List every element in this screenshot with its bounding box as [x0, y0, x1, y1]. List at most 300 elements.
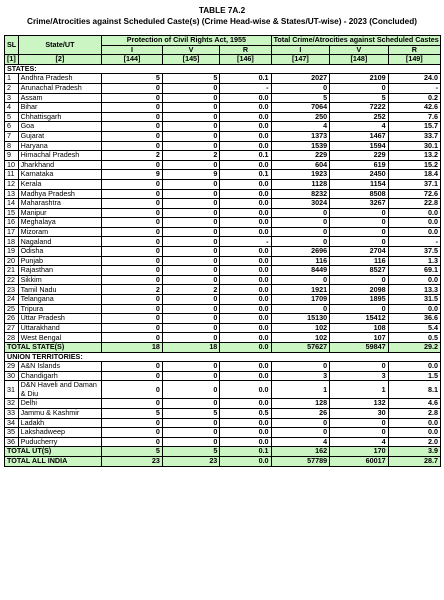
- state-name-cell: Goa: [18, 122, 102, 132]
- value-cell: -: [220, 237, 271, 247]
- value-cell: 13.3: [388, 285, 440, 295]
- value-cell: 0: [271, 275, 330, 285]
- value-cell: 8.1: [388, 381, 440, 399]
- value-cell: 0: [162, 122, 219, 132]
- value-cell: 30: [330, 408, 389, 418]
- state-name-cell: Bihar: [18, 103, 102, 113]
- sl-cell: 24: [5, 295, 19, 305]
- value-cell: 15.7: [388, 122, 440, 132]
- value-cell: 13.2: [388, 151, 440, 161]
- sl-cell: 11: [5, 170, 19, 180]
- table-row: [5, 83, 441, 93]
- value-cell: 0: [102, 362, 163, 372]
- value-cell: 0.0: [220, 189, 271, 199]
- value-cell: 0: [162, 381, 219, 399]
- value-cell: 0.0: [388, 362, 440, 372]
- value-cell: 5.4: [388, 323, 440, 333]
- colnum: [2]: [18, 55, 102, 65]
- sl-cell: 12: [5, 179, 19, 189]
- value-cell: 0: [162, 304, 219, 314]
- state-name-cell: Uttarakhand: [18, 323, 102, 333]
- state-name-cell: West Bengal: [18, 333, 102, 343]
- value-cell: 2: [162, 285, 219, 295]
- value-cell: 26: [271, 408, 330, 418]
- value-cell: 8508: [330, 189, 389, 199]
- value-cell: 0.0: [388, 218, 440, 228]
- value-cell: 0.2: [388, 93, 440, 103]
- value-cell: 1154: [330, 179, 389, 189]
- value-cell: 0.0: [220, 295, 271, 305]
- value-cell: 0: [162, 83, 219, 93]
- header-pcr-act: Protection of Civil Rights Act, 1955: [102, 36, 271, 46]
- value-cell: 3: [271, 371, 330, 381]
- table-row: [5, 304, 441, 314]
- value-cell: 1467: [330, 131, 389, 141]
- section-states: [5, 64, 441, 74]
- value-cell: 37.1: [388, 179, 440, 189]
- total-value-cell: 18: [162, 343, 219, 353]
- total-value-cell: 0.0: [220, 343, 271, 353]
- value-cell: 0: [102, 371, 163, 381]
- sl-cell: 13: [5, 189, 19, 199]
- value-cell: 4: [330, 437, 389, 447]
- value-cell: 2696: [271, 247, 330, 257]
- value-cell: 0.0: [220, 93, 271, 103]
- value-cell: 72.6: [388, 189, 440, 199]
- value-cell: 15.2: [388, 160, 440, 170]
- value-cell: 1: [271, 381, 330, 399]
- table-subtitle: Crime/Atrocities against Scheduled Caste(s) (Crime Head-wise & States/UT-wise) - 2023 (Concluded): [27, 17, 417, 26]
- value-cell: 0.0: [220, 275, 271, 285]
- total-value-cell: 0.0: [220, 456, 271, 466]
- total-value-cell: 5: [102, 447, 163, 457]
- sl-cell: 2: [5, 83, 19, 93]
- table-row: [5, 112, 441, 122]
- value-cell: 0: [102, 112, 163, 122]
- state-name-cell: Telangana: [18, 295, 102, 305]
- value-cell: 18.4: [388, 170, 440, 180]
- value-cell: 2450: [330, 170, 389, 180]
- value-cell: 0.0: [388, 418, 440, 428]
- total-value-cell: 29.2: [388, 343, 440, 353]
- value-cell: 5: [330, 93, 389, 103]
- sl-cell: 9: [5, 151, 19, 161]
- value-cell: 3: [330, 371, 389, 381]
- value-cell: 1594: [330, 141, 389, 151]
- value-cell: 0: [271, 218, 330, 228]
- value-cell: 0.0: [388, 304, 440, 314]
- sl-cell: 28: [5, 333, 19, 343]
- value-cell: 1.5: [388, 371, 440, 381]
- sl-cell: 20: [5, 256, 19, 266]
- value-cell: 0: [162, 266, 219, 276]
- sl-cell: 7: [5, 131, 19, 141]
- sl-cell: 22: [5, 275, 19, 285]
- value-cell: 42.6: [388, 103, 440, 113]
- column-number-row: [5, 55, 441, 65]
- value-cell: 36.6: [388, 314, 440, 324]
- value-cell: 0.0: [220, 208, 271, 218]
- value-cell: 1: [330, 381, 389, 399]
- total-value-cell: 28.7: [388, 456, 440, 466]
- value-cell: 102: [271, 323, 330, 333]
- value-cell: 0.0: [220, 112, 271, 122]
- sl-cell: 25: [5, 304, 19, 314]
- value-cell: 102: [271, 333, 330, 343]
- value-cell: 0: [271, 227, 330, 237]
- value-cell: 8232: [271, 189, 330, 199]
- table-title: TABLE 7A.2: [198, 6, 246, 15]
- value-cell: 0.1: [220, 151, 271, 161]
- sl-cell: 31: [5, 381, 19, 399]
- value-cell: 0: [102, 428, 163, 438]
- value-cell: 2: [102, 151, 163, 161]
- table-row: [5, 237, 441, 247]
- sl-cell: 4: [5, 103, 19, 113]
- table-row: [5, 160, 441, 170]
- state-name-cell: Sikkim: [18, 275, 102, 285]
- value-cell: 1128: [271, 179, 330, 189]
- value-cell: 1539: [271, 141, 330, 151]
- value-cell: 4: [271, 122, 330, 132]
- value-cell: 0.0: [220, 227, 271, 237]
- value-cell: 0: [162, 103, 219, 113]
- value-cell: 0.0: [220, 247, 271, 257]
- value-cell: 0.0: [220, 131, 271, 141]
- value-cell: 5: [162, 74, 219, 84]
- header-state: State/UT: [18, 36, 102, 55]
- value-cell: 0.0: [220, 437, 271, 447]
- header-sl: SL: [5, 36, 19, 55]
- table-row: [5, 141, 441, 151]
- value-cell: 0: [162, 131, 219, 141]
- table-row: [5, 179, 441, 189]
- state-name-cell: Nagaland: [18, 237, 102, 247]
- value-cell: 2027: [271, 74, 330, 84]
- total-label: TOTAL ALL INDIA: [5, 456, 102, 466]
- sl-cell: 26: [5, 314, 19, 324]
- value-cell: 0: [102, 275, 163, 285]
- value-cell: 0: [162, 93, 219, 103]
- table-row: [5, 189, 441, 199]
- state-name-cell: Delhi: [18, 399, 102, 409]
- table-row: [5, 408, 441, 418]
- table-row: [5, 266, 441, 276]
- value-cell: 0: [102, 304, 163, 314]
- subheader-v: V: [162, 45, 219, 55]
- sl-cell: 30: [5, 371, 19, 381]
- value-cell: 24.0: [388, 74, 440, 84]
- value-cell: 0: [162, 362, 219, 372]
- value-cell: 0: [102, 237, 163, 247]
- value-cell: 108: [330, 323, 389, 333]
- value-cell: 0: [102, 227, 163, 237]
- value-cell: 9: [162, 170, 219, 180]
- value-cell: 604: [271, 160, 330, 170]
- value-cell: 0: [102, 189, 163, 199]
- value-cell: 0: [162, 399, 219, 409]
- table-row: [5, 103, 441, 113]
- value-cell: 0.1: [220, 74, 271, 84]
- table-row: [5, 333, 441, 343]
- value-cell: 0: [102, 399, 163, 409]
- subheader-i: I: [271, 45, 330, 55]
- value-cell: 0.0: [388, 227, 440, 237]
- value-cell: 30.1: [388, 141, 440, 151]
- sl-cell: 6: [5, 122, 19, 132]
- value-cell: 69.1: [388, 266, 440, 276]
- value-cell: 0: [102, 333, 163, 343]
- state-name-cell: Mizoram: [18, 227, 102, 237]
- value-cell: 15412: [330, 314, 389, 324]
- section-label: STATES:: [5, 64, 441, 74]
- total-value-cell: 170: [330, 447, 389, 457]
- value-cell: 0: [162, 247, 219, 257]
- value-cell: 5: [271, 93, 330, 103]
- value-cell: 0: [162, 333, 219, 343]
- value-cell: 33.7: [388, 131, 440, 141]
- value-cell: 0: [271, 83, 330, 93]
- value-cell: -: [388, 237, 440, 247]
- sl-cell: 29: [5, 362, 19, 372]
- header-row: [5, 36, 441, 46]
- state-name-cell: Madhya Pradesh: [18, 189, 102, 199]
- sl-cell: 15: [5, 208, 19, 218]
- value-cell: 0: [271, 362, 330, 372]
- state-name-cell: Maharashtra: [18, 199, 102, 209]
- value-cell: 31.5: [388, 295, 440, 305]
- header-total-crime: Total Crime/Atrocities against Scheduled Castes: [271, 36, 440, 46]
- sl-cell: 1: [5, 74, 19, 84]
- state-name-cell: Rajasthan: [18, 266, 102, 276]
- value-cell: 0: [162, 256, 219, 266]
- value-cell: 0: [102, 103, 163, 113]
- table-row: [5, 437, 441, 447]
- value-cell: 619: [330, 160, 389, 170]
- sl-cell: 18: [5, 237, 19, 247]
- state-name-cell: Karnataka: [18, 170, 102, 180]
- value-cell: 15130: [271, 314, 330, 324]
- state-name-cell: Assam: [18, 93, 102, 103]
- value-cell: 0: [162, 227, 219, 237]
- value-cell: 4.6: [388, 399, 440, 409]
- table-row: [5, 418, 441, 428]
- value-cell: 0: [102, 218, 163, 228]
- table-row: [5, 314, 441, 324]
- value-cell: 0.0: [220, 266, 271, 276]
- value-cell: 0.0: [220, 285, 271, 295]
- state-name-cell: Ladakh: [18, 418, 102, 428]
- value-cell: 1373: [271, 131, 330, 141]
- value-cell: 252: [330, 112, 389, 122]
- subheader-r: R: [220, 45, 271, 55]
- value-cell: 0: [271, 304, 330, 314]
- state-name-cell: A&N Islands: [18, 362, 102, 372]
- state-name-cell: D&N Haveli and Daman & Diu: [18, 381, 102, 399]
- value-cell: 0: [330, 237, 389, 247]
- colnum: [149]: [388, 55, 440, 65]
- state-name-cell: Andhra Pradesh: [18, 74, 102, 84]
- value-cell: 0: [102, 295, 163, 305]
- state-name-cell: Chandigarh: [18, 371, 102, 381]
- value-cell: 0.0: [220, 323, 271, 333]
- value-cell: 0: [102, 314, 163, 324]
- value-cell: 0: [162, 314, 219, 324]
- state-name-cell: Himachal Pradesh: [18, 151, 102, 161]
- value-cell: 0.0: [220, 399, 271, 409]
- value-cell: 0.0: [220, 371, 271, 381]
- value-cell: 0: [162, 112, 219, 122]
- value-cell: 0.5: [220, 408, 271, 418]
- value-cell: 0: [102, 247, 163, 257]
- value-cell: 1709: [271, 295, 330, 305]
- value-cell: 1923: [271, 170, 330, 180]
- subheader-r: R: [388, 45, 440, 55]
- value-cell: 0: [330, 227, 389, 237]
- total-value-cell: 162: [271, 447, 330, 457]
- table-row: [5, 170, 441, 180]
- value-cell: 0.0: [388, 208, 440, 218]
- total-row: [5, 447, 441, 457]
- value-cell: -: [220, 83, 271, 93]
- value-cell: 0: [162, 295, 219, 305]
- value-cell: 2.0: [388, 437, 440, 447]
- value-cell: 7222: [330, 103, 389, 113]
- value-cell: 0: [330, 362, 389, 372]
- value-cell: 229: [330, 151, 389, 161]
- value-cell: 5: [162, 408, 219, 418]
- value-cell: 0: [162, 179, 219, 189]
- value-cell: 2: [162, 151, 219, 161]
- value-cell: 0: [102, 437, 163, 447]
- value-cell: 0.0: [220, 160, 271, 170]
- value-cell: 0: [330, 418, 389, 428]
- sl-cell: 8: [5, 141, 19, 151]
- value-cell: 0: [162, 428, 219, 438]
- sl-cell: 5: [5, 112, 19, 122]
- value-cell: 0: [330, 304, 389, 314]
- sl-cell: 23: [5, 285, 19, 295]
- sl-cell: 32: [5, 399, 19, 409]
- value-cell: 3267: [330, 199, 389, 209]
- value-cell: 2098: [330, 285, 389, 295]
- value-cell: 0.0: [220, 218, 271, 228]
- table-row: [5, 428, 441, 438]
- value-cell: 0.1: [220, 170, 271, 180]
- total-value-cell: 18: [102, 343, 163, 353]
- state-name-cell: Tripura: [18, 304, 102, 314]
- value-cell: 0: [102, 93, 163, 103]
- total-label: TOTAL STATE(S): [5, 343, 102, 353]
- value-cell: 229: [271, 151, 330, 161]
- sl-cell: 35: [5, 428, 19, 438]
- state-name-cell: Lakshadweep: [18, 428, 102, 438]
- table-row: [5, 218, 441, 228]
- table-row: [5, 362, 441, 372]
- table-row: [5, 256, 441, 266]
- value-cell: 0: [330, 208, 389, 218]
- value-cell: 2.8: [388, 408, 440, 418]
- state-name-cell: Kerala: [18, 179, 102, 189]
- value-cell: 1895: [330, 295, 389, 305]
- value-cell: 4: [330, 122, 389, 132]
- value-cell: 0: [271, 208, 330, 218]
- sl-cell: 34: [5, 418, 19, 428]
- total-value-cell: 23: [102, 456, 163, 466]
- total-value-cell: 57789: [271, 456, 330, 466]
- table-row: [5, 295, 441, 305]
- value-cell: 0: [330, 428, 389, 438]
- state-name-cell: Puducherry: [18, 437, 102, 447]
- value-cell: 0.0: [220, 333, 271, 343]
- sl-cell: 33: [5, 408, 19, 418]
- value-cell: 8527: [330, 266, 389, 276]
- colnum: [1]: [5, 55, 19, 65]
- value-cell: 0.5: [388, 333, 440, 343]
- value-cell: 116: [271, 256, 330, 266]
- value-cell: 0: [330, 83, 389, 93]
- table-row: [5, 381, 441, 399]
- value-cell: 0.0: [220, 103, 271, 113]
- state-name-cell: Arunachal Pradesh: [18, 83, 102, 93]
- table-row: [5, 151, 441, 161]
- value-cell: 0: [102, 122, 163, 132]
- table-row: [5, 199, 441, 209]
- value-cell: 0: [330, 275, 389, 285]
- colnum: [146]: [220, 55, 271, 65]
- value-cell: 0: [162, 141, 219, 151]
- table-row: [5, 285, 441, 295]
- state-name-cell: Haryana: [18, 141, 102, 151]
- value-cell: 4: [271, 437, 330, 447]
- table-row: [5, 131, 441, 141]
- state-name-cell: Uttar Pradesh: [18, 314, 102, 324]
- sl-cell: 21: [5, 266, 19, 276]
- value-cell: 0.0: [220, 304, 271, 314]
- value-cell: 0: [162, 437, 219, 447]
- value-cell: 0.0: [220, 418, 271, 428]
- value-cell: 0: [271, 428, 330, 438]
- value-cell: 0.0: [388, 428, 440, 438]
- value-cell: 0: [102, 266, 163, 276]
- value-cell: 0: [162, 199, 219, 209]
- table-row: [5, 275, 441, 285]
- value-cell: 0: [162, 275, 219, 285]
- value-cell: 0.0: [220, 314, 271, 324]
- table-row: [5, 74, 441, 84]
- colnum: [147]: [271, 55, 330, 65]
- sl-cell: 17: [5, 227, 19, 237]
- sl-cell: 19: [5, 247, 19, 257]
- value-cell: 5: [102, 408, 163, 418]
- value-cell: 0: [102, 323, 163, 333]
- colnum: [144]: [102, 55, 163, 65]
- value-cell: 0: [102, 418, 163, 428]
- total-value-cell: 59847: [330, 343, 389, 353]
- value-cell: 1.3: [388, 256, 440, 266]
- value-cell: 0.0: [220, 381, 271, 399]
- value-cell: 250: [271, 112, 330, 122]
- value-cell: 116: [330, 256, 389, 266]
- value-cell: 0: [102, 141, 163, 151]
- value-cell: 0: [162, 189, 219, 199]
- value-cell: 0: [102, 208, 163, 218]
- value-cell: 0: [162, 218, 219, 228]
- value-cell: 3024: [271, 199, 330, 209]
- value-cell: 0: [162, 323, 219, 333]
- value-cell: 0.0: [220, 141, 271, 151]
- value-cell: 2: [102, 285, 163, 295]
